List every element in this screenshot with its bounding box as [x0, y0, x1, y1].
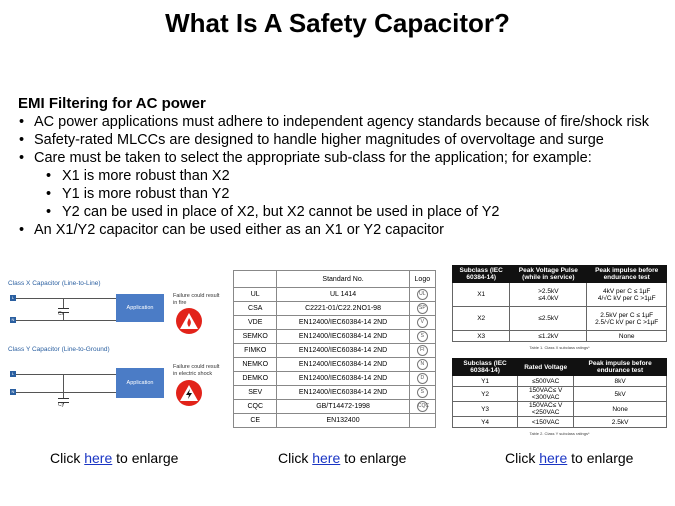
bullet-item: • Safety-rated MLCCs are designed to handle higher magnitudes of overvoltage and surge — [18, 131, 668, 149]
impulse-cell: 8kV — [574, 376, 667, 387]
table-row — [453, 283, 667, 307]
class-x-label: Class X Capacitor (Line-to-Line) — [8, 280, 101, 287]
fail-fire-text: Failure could result in fire — [173, 293, 220, 306]
bullet-item: • Care must be taken to select the appropriate sub-class for the application; for example: — [18, 149, 668, 167]
standard-cell: EN12400/IEC60384-14 2ND — [277, 358, 409, 372]
agency-logo-icon: FI — [417, 345, 428, 356]
table-row — [453, 402, 667, 417]
subclass-cell: X2 — [453, 307, 510, 331]
cap-y-label: Cy — [58, 402, 65, 408]
standards-table-figure[interactable] — [233, 270, 436, 428]
rated-cell: 150VAC≤ V <250VAC — [518, 402, 574, 417]
standard-cell: EN12400/IEC60384-14 2ND — [277, 344, 409, 358]
standard-cell: EN12400/IEC60384-14 2ND — [277, 316, 409, 330]
table-row — [234, 414, 436, 428]
sub-bullet-item: • Y2 can be used in place of X2, but X2 cannot be used in place of Y2 — [18, 203, 668, 221]
terminal-n: N — [11, 317, 15, 322]
standards-table — [233, 270, 436, 428]
bullet-item: • An X1/Y2 capacitor can be used either as an X1 or Y2 capacitor — [18, 221, 668, 239]
table-row — [234, 316, 436, 330]
table-row — [234, 372, 436, 386]
table-row — [453, 307, 667, 331]
pulse-value: ≤2.5kV — [538, 315, 559, 322]
agency-logo-icon: UL — [417, 289, 428, 300]
table-row — [453, 331, 667, 342]
table-row — [234, 344, 436, 358]
figure1-caption — [50, 450, 178, 466]
enlarge-link[interactable]: here — [312, 450, 341, 466]
shock-hazard-icon — [176, 380, 202, 406]
agency-cell: FIMKO — [234, 344, 277, 358]
table-row — [234, 302, 436, 316]
application-box: Application — [116, 294, 164, 322]
subclass-tables-figure[interactable] — [452, 265, 667, 444]
agency-logo-icon: SP — [417, 303, 428, 314]
caption-suffix: to enlarge — [112, 450, 179, 466]
agency-cell: CQC — [234, 400, 277, 414]
subclass-cell: Y4 — [453, 417, 518, 428]
column-header: Standard No. — [277, 271, 409, 288]
pulse-cell — [510, 307, 587, 331]
subclass-cell: X1 — [453, 283, 510, 307]
class-y-label: Class Y Capacitor (Line-to-Ground) — [8, 346, 110, 353]
table-row — [234, 288, 436, 302]
table-row — [234, 386, 436, 400]
table-row — [234, 400, 436, 414]
impulse-cell — [587, 307, 667, 331]
rated-cell: ≤500VAC — [518, 376, 574, 387]
agency-cell: CE — [234, 414, 277, 428]
sub-bullet-item: • X1 is more robust than X2 — [18, 167, 668, 185]
application-box: Application — [116, 368, 164, 398]
capacitor-circuit-figure[interactable] — [8, 268, 222, 418]
bullet-list — [18, 113, 668, 167]
impulse-value: None — [618, 332, 635, 340]
agency-logo-icon: CQC — [417, 401, 428, 412]
rated-cell: <150VAC — [518, 417, 574, 428]
subclass-cell: Y2 — [453, 387, 518, 402]
terminal-l: L — [11, 371, 15, 376]
caption-prefix: Click — [50, 450, 85, 466]
table-row — [234, 330, 436, 344]
agency-cell: DEMKO — [234, 372, 277, 386]
page-title: What Is A Safety Capacitor? — [165, 8, 510, 38]
column-header — [234, 271, 277, 288]
wire — [16, 374, 116, 375]
caption-suffix: to enlarge — [567, 450, 634, 466]
table-row — [453, 417, 667, 428]
subclass-cell: Y1 — [453, 376, 518, 387]
figure3-caption — [505, 450, 633, 466]
impulse-value: 4/√C kV per C >1µF — [597, 294, 656, 302]
impulse-value: 2.5kV per C ≤ 1µF — [600, 311, 654, 319]
wire — [16, 392, 116, 393]
column-header: Peak impulse before endurance test — [587, 266, 667, 283]
cap-x-label: Cx — [58, 311, 65, 317]
pulse-cell — [510, 283, 587, 307]
table-row — [234, 358, 436, 372]
column-header: Logo — [409, 271, 435, 288]
agency-cell: NEMKO — [234, 358, 277, 372]
standard-cell: EN132400 — [277, 414, 409, 428]
impulse-cell — [587, 283, 667, 307]
column-header: Peak Voltage Pulse (while in service) — [510, 266, 587, 283]
agency-logo-icon: D — [417, 373, 428, 384]
agency-cell: VDE — [234, 316, 277, 330]
section-heading: EMI Filtering for AC power — [18, 95, 206, 112]
column-header: Subclass (IEC 60384-14) — [453, 359, 518, 376]
subclass-cell: Y3 — [453, 402, 518, 417]
agency-logo-icon: S — [417, 387, 428, 398]
enlarge-link[interactable]: here — [84, 450, 113, 466]
standard-cell: GB/T14472-1998 — [277, 400, 409, 414]
impulse-cell — [587, 331, 667, 342]
sub-bullet-item: • Y1 is more robust than Y2 — [18, 185, 668, 203]
agency-logo-icon: N — [417, 359, 428, 370]
fire-hazard-icon — [176, 308, 202, 334]
caption-prefix: Click — [278, 450, 313, 466]
bullet-list — [18, 221, 668, 239]
class-x-table — [452, 265, 667, 342]
table-caption: Table 1. Class X subclass ratings* — [529, 345, 590, 350]
standard-cell: EN12400/IEC60384-14 2ND — [277, 372, 409, 386]
class-y-table — [452, 358, 667, 428]
column-header: Rated Voltage — [518, 359, 574, 376]
fail-shock-text: Failure could result in electric shock — [173, 364, 220, 377]
impulse-value: 2.5/√C kV per C >1µF — [595, 318, 659, 326]
standard-cell: UL 1414 — [277, 288, 409, 302]
agency-cell: UL — [234, 288, 277, 302]
impulse-cell: 2.5kV — [574, 417, 667, 428]
wire — [16, 320, 116, 321]
table-row — [453, 387, 667, 402]
rated-cell: 150VAC≤ V <300VAC — [518, 387, 574, 402]
agency-cell: CSA — [234, 302, 277, 316]
pulse-value: ≤1.2kV — [538, 332, 559, 340]
caption-prefix: Click — [505, 450, 540, 466]
agency-cell: SEV — [234, 386, 277, 400]
agency-logo-icon: V — [417, 317, 428, 328]
column-header: Peak impulse before endurance test — [574, 359, 667, 376]
terminal-n: N — [11, 389, 15, 394]
pulse-cell — [510, 331, 587, 342]
standard-cell: EN12400/IEC60384-14 2ND — [277, 330, 409, 344]
table-caption: Table 2. Class Y subclass ratings* — [529, 431, 590, 436]
wire — [16, 298, 116, 299]
main-content — [18, 95, 668, 239]
sub-bullet-list — [18, 167, 668, 221]
caption-suffix: to enlarge — [340, 450, 407, 466]
column-header: Subclass (IEC 60384-14) — [453, 266, 510, 283]
bullet-item: • AC power applications must adhere to independent agency standards because of fire/shock risk — [18, 113, 668, 131]
impulse-cell: None — [574, 402, 667, 417]
figure2-caption — [278, 450, 406, 466]
impulse-cell: 5kV — [574, 387, 667, 402]
standard-cell: C2221-01/C22.2NO1-98 — [277, 302, 409, 316]
pulse-value: >2.5kV — [538, 287, 559, 295]
impulse-value: 4kV per C ≤ 1µF — [602, 287, 651, 295]
subclass-cell: X3 — [453, 331, 510, 342]
enlarge-link[interactable]: here — [539, 450, 568, 466]
terminal-l: L — [11, 295, 15, 300]
standard-cell: EN12400/IEC60384-14 2ND — [277, 386, 409, 400]
pulse-value: ≤4.0kV — [538, 294, 559, 302]
agency-logo-icon: S — [417, 331, 428, 342]
agency-cell: SEMKO — [234, 330, 277, 344]
table-row — [453, 376, 667, 387]
